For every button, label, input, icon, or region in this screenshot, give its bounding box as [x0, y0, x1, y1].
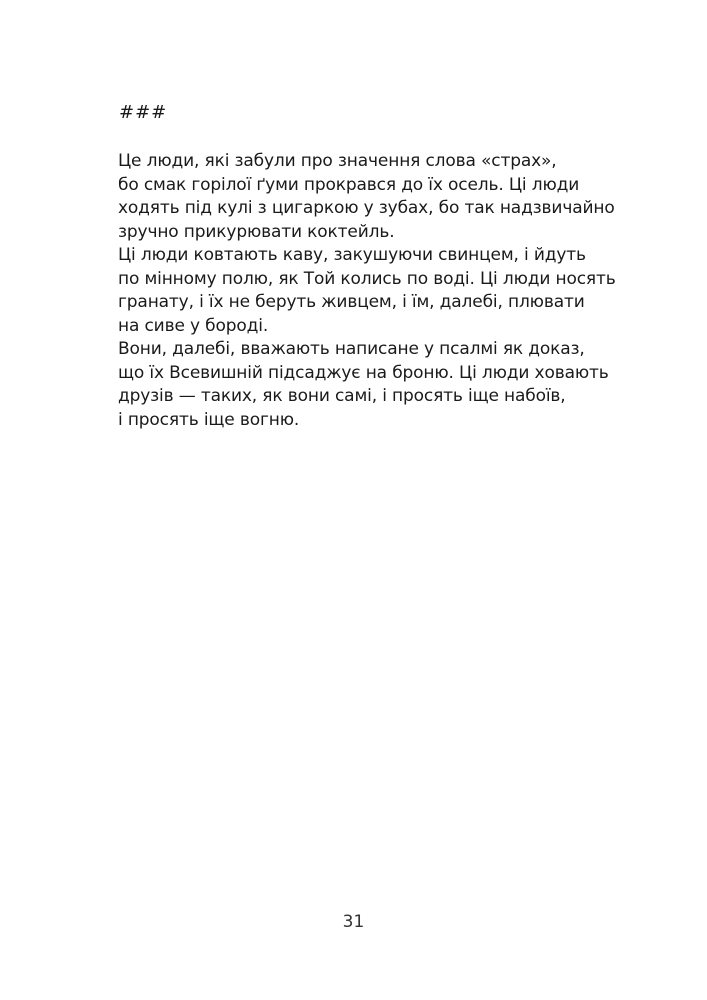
poem-line: ходять під кулі з цигаркою у зубах, бо так надзвичайно	[118, 198, 615, 218]
poem-line: на сиве у бороді.	[118, 315, 269, 336]
poem-line: гранату, і їх не беруть живцем, і їм, далебі, плювати	[118, 292, 585, 312]
poem-line: бо смак горілої ґуми прокрався до їх осель. Ці люди	[118, 174, 580, 195]
poem-line: по мінному полю, як Той колись по воді. Ці люди носять	[118, 268, 616, 289]
poem-line: Вони, далебі, вважають написане у псалмі як доказ,	[118, 339, 585, 359]
poem-line: друзів — таких, як вони самі, і просять іще набоїв,	[118, 386, 566, 406]
poem-text	[118, 150, 638, 432]
poem-line: що їх Всевишній підсаджує на броню. Ці люди ховають	[118, 362, 609, 383]
poem-line: Це люди, які забули про значення слова «страх»,	[118, 151, 557, 171]
page-number: 31	[342, 912, 365, 932]
poem-line: Ці люди ковтають каву, закушуючи свинцем, і йдуть	[118, 245, 586, 265]
poem-line: і просять іще вогню.	[118, 409, 300, 430]
poem-line: зручно прикурювати коктейль.	[118, 221, 395, 242]
section-separator: ###	[119, 102, 168, 123]
